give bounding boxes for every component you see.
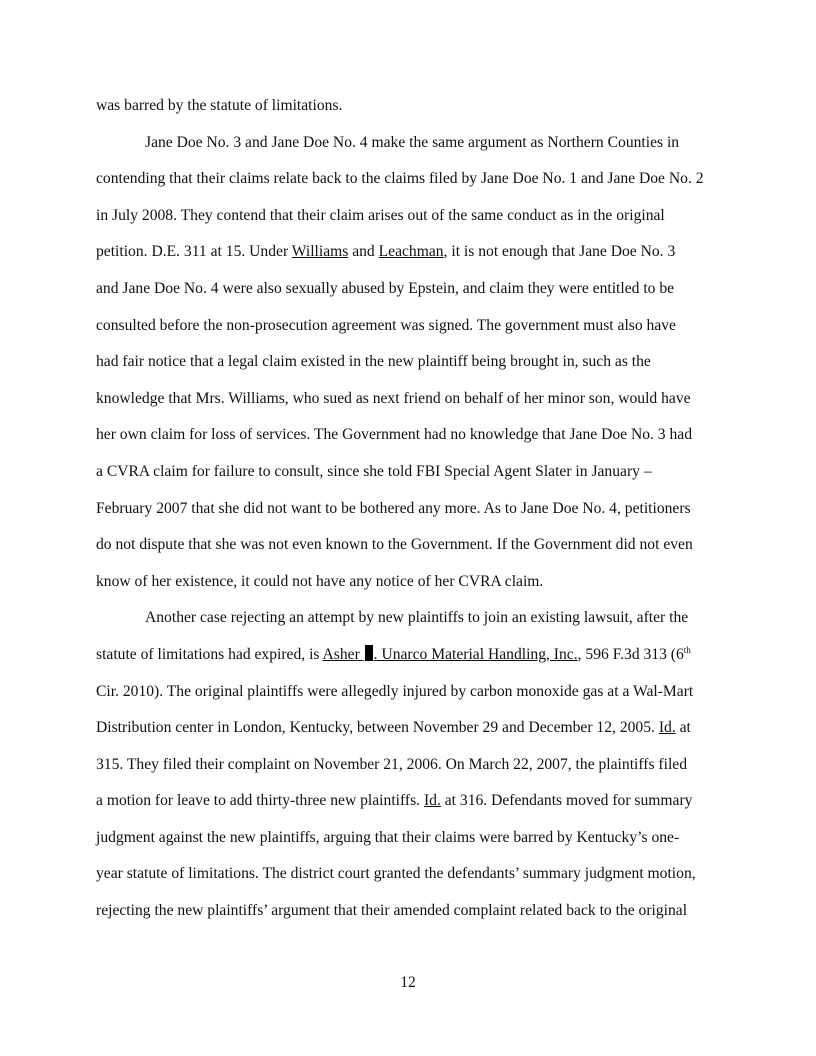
text-line: Another case rejecting an attempt by new plaintiffs to join an existing lawsuit, after the (145, 609, 689, 627)
text-run: , it is not enough that Jane Doe No. 3 (443, 243, 676, 261)
superscript: th (683, 644, 691, 655)
text-line: and Jane Doe No. 4 were also sexually abused by Epstein, and claim they were entitled to be (96, 279, 675, 297)
text-line (96, 787, 722, 824)
case-citation (323, 646, 578, 663)
text-line: know of her existence, it could not have any notice of her CVRA claim. (96, 572, 544, 590)
text-run: and (348, 243, 379, 261)
redaction-mark (365, 645, 373, 661)
text-line: judgment against the new plaintiffs, arguing that their claims were barred by Kentucky’s one- (96, 828, 680, 846)
case-name: . Unarco Material Handling, Inc. (373, 645, 578, 663)
case-citation: Leachman (378, 243, 444, 261)
text-line: was barred by the statute of limitations. (96, 97, 343, 114)
text-line: a CVRA claim for failure to consult, since she told FBI Special Agent Slater in January – (96, 462, 652, 480)
text-line: Cir. 2010). The original plaintiffs were allegedly injured by carbon monoxide gas at a Wal-Mart (96, 682, 694, 700)
case-citation: Williams (291, 243, 349, 261)
text-line: contending that their claims relate back to the claims filed by Jane Doe No. 1 and Jane Doe No. 2 (96, 170, 704, 188)
text-line: her own claim for loss of services. The Government had no knowledge that Jane Doe No. 3 had (96, 426, 693, 444)
text-line (96, 641, 722, 678)
text-run: petition. D.E. 311 at 15. Under (96, 243, 292, 261)
text-line: knowledge that Mrs. Williams, who sued as next friend on behalf of her minor son, would have (96, 389, 691, 407)
text-run: a motion for leave to add thirty-three new plaintiffs. (96, 792, 424, 810)
text-line: 315. They filed their complaint on November 21, 2006. On March 22, 2007, the plaintiffs filed (96, 755, 688, 773)
text-line: February 2007 that she did not want to be bothered any more. As to Jane Doe No. 4, petitioners (96, 499, 691, 517)
case-name: Asher (322, 645, 364, 663)
text-run: statute of limitations had expired, is (96, 645, 323, 663)
text-line: do not dispute that she was not even known to the Government. If the Government did not even (96, 536, 693, 554)
text-line: in July 2008. They contend that their claim arises out of the same conduct as in the original (96, 206, 665, 224)
text-line: Jane Doe No. 3 and Jane Doe No. 4 make the same argument as Northern Counties in (145, 133, 680, 151)
text-line: consulted before the non-prosecution agreement was signed. The government must also have (96, 316, 676, 334)
text-line: year statute of limitations. The district court granted the defendants’ summary judgment motion, (96, 865, 696, 883)
text-line (96, 714, 722, 751)
text-line (96, 238, 722, 275)
text-run: , 596 F.3d 313 (6 (577, 645, 684, 663)
text-run: at (675, 719, 691, 737)
page-number: 12 (400, 974, 416, 991)
document-body (96, 92, 722, 934)
text-line: had fair notice that a legal claim existed in the new plaintiff being brought in, such as the (96, 353, 651, 371)
text-run: Distribution center in London, Kentucky, between November 29 and December 12, 2005. (96, 719, 659, 737)
text-run: at 316. Defendants moved for summary (440, 792, 693, 810)
id-citation: Id. (658, 719, 676, 737)
text-line: rejecting the new plaintiffs’ argument that their amended complaint related back to the original (96, 902, 688, 920)
id-citation: Id. (423, 792, 441, 810)
